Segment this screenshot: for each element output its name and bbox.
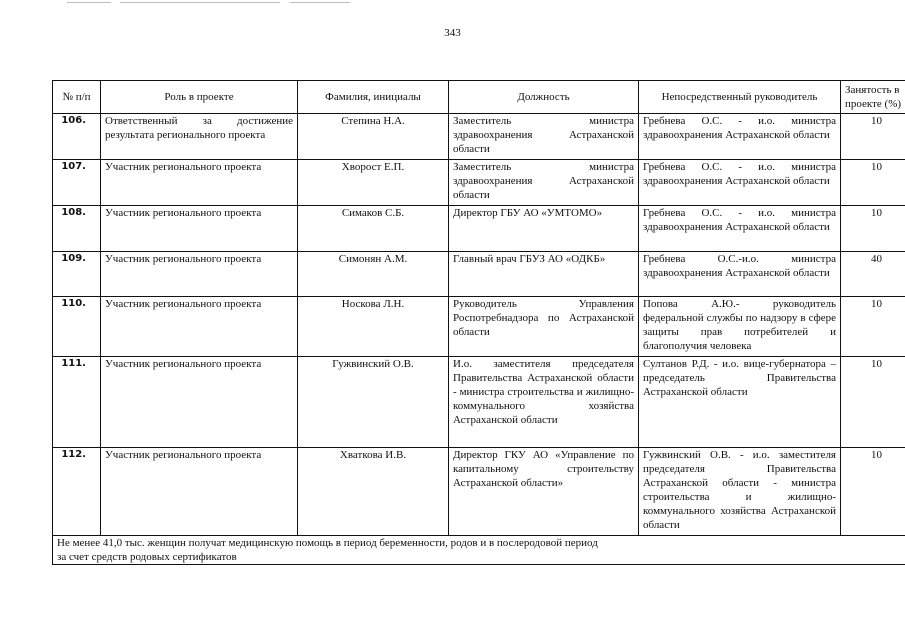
row-position: Руководитель Управления Роспотребнадзора по Астраханской области — [449, 297, 639, 357]
header-supervisor: Непосредственный руководитель — [639, 81, 841, 114]
row-supervisor: Султанов Р.Д. - и.о. вице-губернатора – председатель Правительства Астраханской области — [639, 357, 841, 448]
row-position: И.о. заместителя председателя Правительства Астраханской области - министра строительства и жилищно-коммунального хозяйства Астраханской области — [449, 357, 639, 448]
row-role: Участник регионального проекта — [101, 206, 298, 252]
row-role: Участник регионального проекта — [101, 297, 298, 357]
row-role: Участник регионального проекта — [101, 448, 298, 536]
footer-line-2: за счет средств родовых сертификатов — [57, 551, 237, 563]
header-position: Должность — [449, 81, 639, 114]
row-supervisor: Гужвинский О.В. - и.о. заместителя председателя Правительства Астраханской области - министра строительства и жилищно-коммунального хозяйства Астраханской области — [639, 448, 841, 536]
row-supervisor: Гребнева О.С. - и.о. министра здравоохранения Астраханской области — [639, 160, 841, 206]
row-number: 106. — [53, 114, 101, 160]
row-share: 10 — [841, 160, 905, 206]
header-num: № п/п — [53, 81, 101, 114]
row-position: Заместитель министра здравоохранения Астраханской области — [449, 114, 639, 160]
row-supervisor: Попова А.Ю.- руководитель федеральной службы по надзору в сфере защиты прав потребителей и благополучия человека — [639, 297, 841, 357]
row-position: Директор ГБУ АО «УМТОМО» — [449, 206, 639, 252]
row-share: 10 — [841, 357, 905, 448]
table-row — [53, 297, 905, 357]
footer-line-1: Не менее 41,0 тыс. женщин получат медицинскую помощь в период беременности, родов и в послеродовой период — [57, 537, 598, 549]
row-role: Участник регионального проекта — [101, 357, 298, 448]
row-share: 10 — [841, 297, 905, 357]
table-row — [53, 448, 905, 536]
row-number: 109. — [53, 252, 101, 297]
row-name: Степина Н.А. — [298, 114, 449, 160]
row-position: Главный врач ГБУЗ АО «ОДКБ» — [449, 252, 639, 297]
header-share: Занятость в проекте (%) — [841, 81, 905, 114]
row-number: 107. — [53, 160, 101, 206]
footer-note — [53, 536, 905, 565]
header-name: Фамилия, инициалы — [298, 81, 449, 114]
table-row — [53, 206, 905, 252]
row-number: 110. — [53, 297, 101, 357]
row-name: Хваткова И.В. — [298, 448, 449, 536]
table-row — [53, 160, 905, 206]
scan-artifact-line — [120, 2, 280, 3]
header-row — [53, 81, 905, 114]
row-share: 10 — [841, 448, 905, 536]
table-row — [53, 252, 905, 297]
row-number: 112. — [53, 448, 101, 536]
row-position: Заместитель министра здравоохранения Астраханской области — [449, 160, 639, 206]
row-share: 40 — [841, 252, 905, 297]
row-name: Симаков С.Б. — [298, 206, 449, 252]
scan-artifact-line — [290, 2, 350, 3]
row-supervisor: Гребнева О.С. - и.о. министра здравоохранения Астраханской области — [639, 114, 841, 160]
row-name: Хворост Е.П. — [298, 160, 449, 206]
row-number: 111. — [53, 357, 101, 448]
row-supervisor: Гребнева О.С. - и.о. министра здравоохранения Астраханской области — [639, 206, 841, 252]
row-share: 10 — [841, 114, 905, 160]
row-supervisor: Гребнева О.С.-и.о. министра здравоохранения Астраханской области — [639, 252, 841, 297]
header-role: Роль в проекте — [101, 81, 298, 114]
row-number: 108. — [53, 206, 101, 252]
table-row — [53, 114, 905, 160]
row-name: Носкова Л.Н. — [298, 297, 449, 357]
row-role: Ответственный за достижение результата регионального проекта — [101, 114, 298, 160]
project-participants-table — [52, 80, 905, 565]
row-position: Директор ГКУ АО «Управление по капитальному строительству Астраханской области» — [449, 448, 639, 536]
scan-artifact-line — [67, 2, 111, 3]
table-row — [53, 357, 905, 448]
row-share: 10 — [841, 206, 905, 252]
row-role: Участник регионального проекта — [101, 160, 298, 206]
row-name: Гужвинский О.В. — [298, 357, 449, 448]
footer-row — [53, 536, 905, 565]
row-role: Участник регионального проекта — [101, 252, 298, 297]
row-name: Симонян А.М. — [298, 252, 449, 297]
page-number: 343 — [444, 27, 461, 39]
